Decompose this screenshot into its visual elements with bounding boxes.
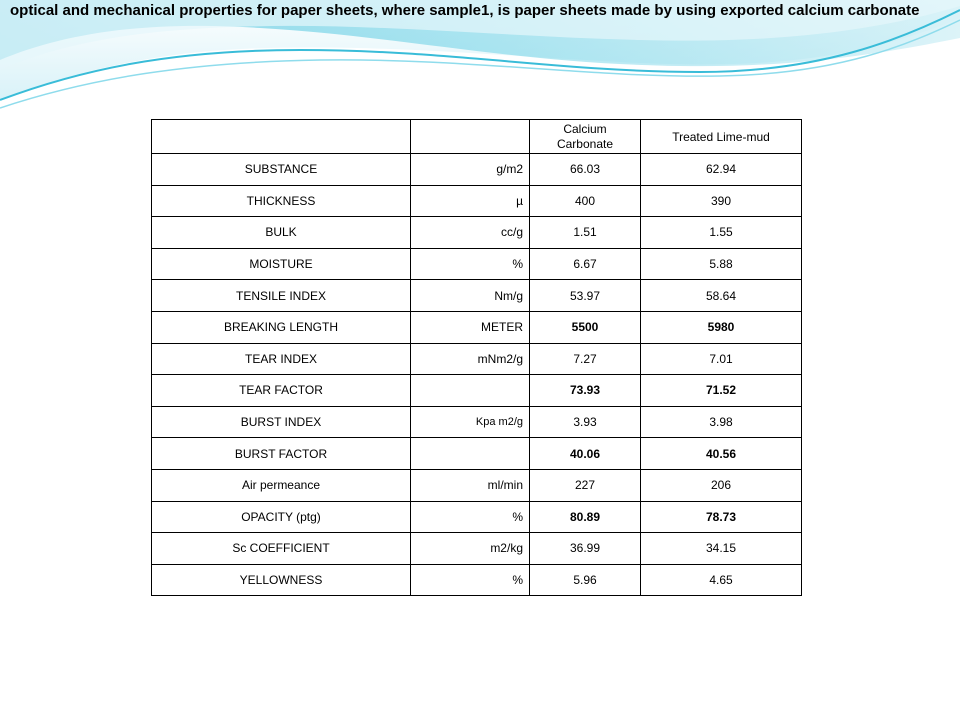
unit-cell: mNm2/g [411,343,530,375]
table-row [152,311,802,343]
property-cell: TEAR FACTOR [152,375,411,407]
table-row [152,533,802,565]
treated-lime-mud-value: 3.98 [641,406,802,438]
calcium-carbonate-value: 400 [530,185,641,217]
unit-cell: Kpa m2/g [411,406,530,438]
header-cell-treated-lime-mud: Treated Lime-mud [641,120,802,154]
calcium-carbonate-value: 6.67 [530,248,641,280]
property-cell: BREAKING LENGTH [152,311,411,343]
unit-cell: µ [411,185,530,217]
header-cell-property [152,120,411,154]
table-row [152,501,802,533]
unit-cell: % [411,248,530,280]
unit-cell: METER [411,311,530,343]
table-row [152,343,802,375]
calcium-carbonate-value: 7.27 [530,343,641,375]
calcium-carbonate-value: 80.89 [530,501,641,533]
property-cell: BURST INDEX [152,406,411,438]
unit-cell: % [411,501,530,533]
property-cell: TENSILE INDEX [152,280,411,312]
calcium-carbonate-value: 40.06 [530,438,641,470]
calcium-carbonate-value: 66.03 [530,154,641,186]
table-row [152,438,802,470]
table-row [152,185,802,217]
calcium-carbonate-value: 227 [530,469,641,501]
treated-lime-mud-value: 1.55 [641,217,802,249]
calcium-carbonate-value: 36.99 [530,533,641,565]
table-row [152,154,802,186]
treated-lime-mud-value: 206 [641,469,802,501]
property-cell: Air permeance [152,469,411,501]
treated-lime-mud-value: 78.73 [641,501,802,533]
property-cell: YELLOWNESS [152,564,411,596]
treated-lime-mud-value: 4.65 [641,564,802,596]
property-cell: Sc COEFFICIENT [152,533,411,565]
page-title: optical and mechanical properties for paper sheets, where sample1, is paper sheets made by using exported calcium carbonate [10,2,920,19]
property-cell: BURST FACTOR [152,438,411,470]
treated-lime-mud-value: 40.56 [641,438,802,470]
unit-cell: ml/min [411,469,530,501]
unit-cell: m2/kg [411,533,530,565]
property-cell: SUBSTANCE [152,154,411,186]
property-cell: OPACITY (ptg) [152,501,411,533]
header-cell-unit [411,120,530,154]
unit-cell: cc/g [411,217,530,249]
unit-cell [411,375,530,407]
table-row [152,375,802,407]
unit-cell [411,438,530,470]
table-row [152,248,802,280]
table-row [152,406,802,438]
table-row [152,280,802,312]
property-cell: BULK [152,217,411,249]
property-cell: TEAR INDEX [152,343,411,375]
treated-lime-mud-value: 390 [641,185,802,217]
table-row [152,469,802,501]
property-cell: THICKNESS [152,185,411,217]
calcium-carbonate-value: 73.93 [530,375,641,407]
table-row [152,564,802,596]
table-header-row [152,120,802,154]
calcium-carbonate-value: 53.97 [530,280,641,312]
calcium-carbonate-value: 5500 [530,311,641,343]
unit-cell: g/m2 [411,154,530,186]
header-cell-calcium-carbonate: Calcium Carbonate [530,120,641,154]
unit-cell: Nm/g [411,280,530,312]
calcium-carbonate-value: 5.96 [530,564,641,596]
treated-lime-mud-value: 7.01 [641,343,802,375]
treated-lime-mud-value: 5.88 [641,248,802,280]
treated-lime-mud-value: 71.52 [641,375,802,407]
unit-cell: % [411,564,530,596]
calcium-carbonate-value: 3.93 [530,406,641,438]
treated-lime-mud-value: 34.15 [641,533,802,565]
calcium-carbonate-value: 1.51 [530,217,641,249]
treated-lime-mud-value: 5980 [641,311,802,343]
table-row [152,217,802,249]
property-cell: MOISTURE [152,248,411,280]
treated-lime-mud-value: 58.64 [641,280,802,312]
properties-table [151,119,802,596]
treated-lime-mud-value: 62.94 [641,154,802,186]
